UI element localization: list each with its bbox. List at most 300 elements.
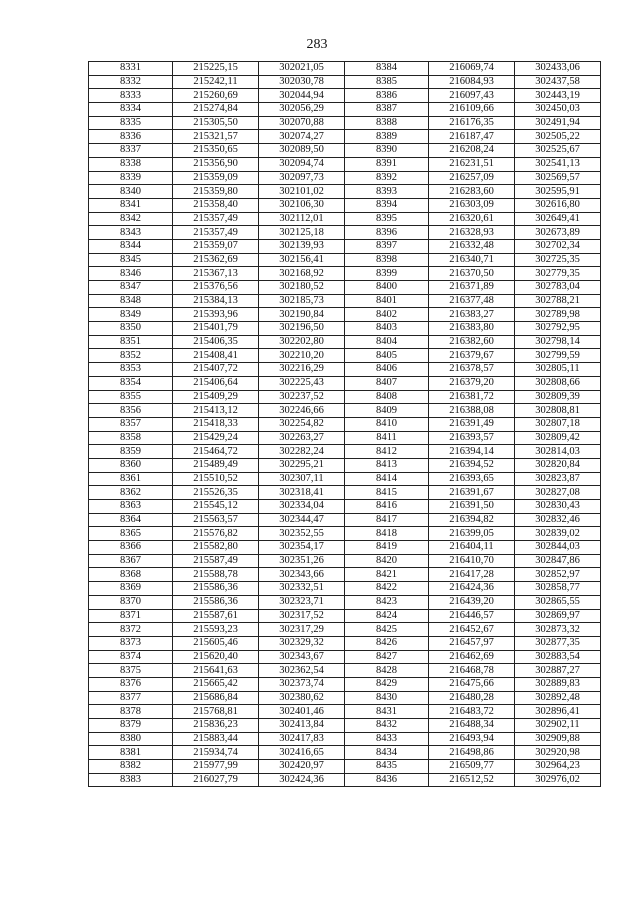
table-row — [89, 130, 601, 144]
y-coordinate-right: 302808,66 — [515, 376, 601, 390]
point-number-left: 8378 — [89, 705, 173, 719]
x-coordinate-left: 215357,49 — [173, 212, 259, 226]
x-coordinate-left: 215409,29 — [173, 390, 259, 404]
x-coordinate-left: 215350,65 — [173, 144, 259, 158]
x-coordinate-left: 215242,11 — [173, 75, 259, 89]
point-number-left: 8377 — [89, 691, 173, 705]
x-coordinate-right: 216483,72 — [429, 705, 515, 719]
point-number-left: 8383 — [89, 773, 173, 787]
x-coordinate-left: 215510,52 — [173, 472, 259, 486]
x-coordinate-right: 216512,52 — [429, 773, 515, 787]
point-number-left: 8350 — [89, 322, 173, 336]
x-coordinate-right: 216475,66 — [429, 677, 515, 691]
point-number-left: 8376 — [89, 677, 173, 691]
point-number-right: 8404 — [345, 335, 429, 349]
point-number-left: 8355 — [89, 390, 173, 404]
x-coordinate-right: 216410,70 — [429, 554, 515, 568]
point-number-left: 8338 — [89, 157, 173, 171]
y-coordinate-left: 302317,52 — [259, 609, 345, 623]
y-coordinate-right: 302839,02 — [515, 527, 601, 541]
x-coordinate-right: 216509,77 — [429, 760, 515, 774]
point-number-left: 8345 — [89, 253, 173, 267]
point-number-right: 8393 — [345, 185, 429, 199]
x-coordinate-left: 215406,35 — [173, 335, 259, 349]
table-row — [89, 390, 601, 404]
point-number-right: 8398 — [345, 253, 429, 267]
table-row — [89, 294, 601, 308]
point-number-right: 8395 — [345, 212, 429, 226]
coordinates-table-body — [89, 62, 601, 787]
x-coordinate-left: 215593,23 — [173, 623, 259, 637]
x-coordinate-right: 216257,09 — [429, 171, 515, 185]
x-coordinate-left: 215358,40 — [173, 198, 259, 212]
point-number-right: 8407 — [345, 376, 429, 390]
y-coordinate-left: 302354,17 — [259, 541, 345, 555]
y-coordinate-left: 302282,24 — [259, 445, 345, 459]
x-coordinate-right: 216468,78 — [429, 664, 515, 678]
point-number-left: 8341 — [89, 198, 173, 212]
point-number-right: 8427 — [345, 650, 429, 664]
y-coordinate-right: 302892,48 — [515, 691, 601, 705]
y-coordinate-left: 302156,41 — [259, 253, 345, 267]
y-coordinate-right: 302832,46 — [515, 513, 601, 527]
table-row — [89, 445, 601, 459]
table-row — [89, 281, 601, 295]
x-coordinate-right: 216332,48 — [429, 239, 515, 253]
y-coordinate-left: 302317,29 — [259, 623, 345, 637]
point-number-right: 8391 — [345, 157, 429, 171]
point-number-right: 8425 — [345, 623, 429, 637]
point-number-right: 8400 — [345, 281, 429, 295]
y-coordinate-right: 302491,94 — [515, 116, 601, 130]
table-row — [89, 431, 601, 445]
x-coordinate-right: 216399,05 — [429, 527, 515, 541]
point-number-left: 8359 — [89, 445, 173, 459]
table-row — [89, 527, 601, 541]
y-coordinate-left: 302318,41 — [259, 486, 345, 500]
y-coordinate-left: 302343,66 — [259, 568, 345, 582]
point-number-right: 8390 — [345, 144, 429, 158]
table-row — [89, 103, 601, 117]
y-coordinate-right: 302649,41 — [515, 212, 601, 226]
table-row — [89, 623, 601, 637]
x-coordinate-right: 216097,43 — [429, 89, 515, 103]
y-coordinate-right: 302805,11 — [515, 363, 601, 377]
point-number-right: 8403 — [345, 322, 429, 336]
table-row — [89, 62, 601, 76]
point-number-left: 8337 — [89, 144, 173, 158]
table-row — [89, 363, 601, 377]
x-coordinate-left: 215768,81 — [173, 705, 259, 719]
y-coordinate-right: 302869,97 — [515, 609, 601, 623]
point-number-right: 8414 — [345, 472, 429, 486]
table-row — [89, 773, 601, 787]
point-number-right: 8421 — [345, 568, 429, 582]
table-row — [89, 554, 601, 568]
y-coordinate-left: 302334,04 — [259, 500, 345, 514]
point-number-right: 8424 — [345, 609, 429, 623]
point-number-right: 8431 — [345, 705, 429, 719]
y-coordinate-right: 302823,87 — [515, 472, 601, 486]
x-coordinate-left: 215393,96 — [173, 308, 259, 322]
point-number-left: 8379 — [89, 719, 173, 733]
table-row — [89, 322, 601, 336]
point-number-left: 8380 — [89, 732, 173, 746]
y-coordinate-left: 302420,97 — [259, 760, 345, 774]
x-coordinate-right: 216084,93 — [429, 75, 515, 89]
point-number-left: 8360 — [89, 458, 173, 472]
point-number-right: 8433 — [345, 732, 429, 746]
point-number-right: 8420 — [345, 554, 429, 568]
x-coordinate-right: 216320,61 — [429, 212, 515, 226]
point-number-left: 8349 — [89, 308, 173, 322]
y-coordinate-left: 302190,84 — [259, 308, 345, 322]
point-number-right: 8430 — [345, 691, 429, 705]
y-coordinate-right: 302887,27 — [515, 664, 601, 678]
point-number-left: 8372 — [89, 623, 173, 637]
point-number-right: 8389 — [345, 130, 429, 144]
x-coordinate-left: 215587,61 — [173, 609, 259, 623]
y-coordinate-right: 302852,97 — [515, 568, 601, 582]
x-coordinate-left: 215362,69 — [173, 253, 259, 267]
x-coordinate-right: 216176,35 — [429, 116, 515, 130]
x-coordinate-left: 215359,07 — [173, 239, 259, 253]
point-number-right: 8388 — [345, 116, 429, 130]
table-row — [89, 198, 601, 212]
x-coordinate-right: 216417,28 — [429, 568, 515, 582]
x-coordinate-right: 216452,67 — [429, 623, 515, 637]
table-row — [89, 568, 601, 582]
point-number-right: 8415 — [345, 486, 429, 500]
y-coordinate-right: 302809,39 — [515, 390, 601, 404]
y-coordinate-left: 302352,55 — [259, 527, 345, 541]
y-coordinate-left: 302210,20 — [259, 349, 345, 363]
point-number-right: 8429 — [345, 677, 429, 691]
x-coordinate-right: 216488,34 — [429, 719, 515, 733]
point-number-right: 8394 — [345, 198, 429, 212]
point-number-right: 8413 — [345, 458, 429, 472]
x-coordinate-right: 216391,67 — [429, 486, 515, 500]
y-coordinate-right: 302964,23 — [515, 760, 601, 774]
x-coordinate-right: 216480,28 — [429, 691, 515, 705]
x-coordinate-left: 215225,15 — [173, 62, 259, 76]
table-row — [89, 267, 601, 281]
x-coordinate-right: 216328,93 — [429, 226, 515, 240]
point-number-right: 8417 — [345, 513, 429, 527]
table-row — [89, 171, 601, 185]
coordinates-table — [88, 61, 601, 787]
x-coordinate-right: 216187,47 — [429, 130, 515, 144]
x-coordinate-left: 215401,79 — [173, 322, 259, 336]
x-coordinate-right: 216393,65 — [429, 472, 515, 486]
x-coordinate-right: 216379,20 — [429, 376, 515, 390]
x-coordinate-right: 216370,50 — [429, 267, 515, 281]
point-number-right: 8397 — [345, 239, 429, 253]
y-coordinate-right: 302865,55 — [515, 595, 601, 609]
y-coordinate-left: 302246,66 — [259, 404, 345, 418]
table-row — [89, 609, 601, 623]
x-coordinate-left: 215586,36 — [173, 582, 259, 596]
table-row — [89, 404, 601, 418]
y-coordinate-left: 302101,02 — [259, 185, 345, 199]
y-coordinate-left: 302373,74 — [259, 677, 345, 691]
x-coordinate-left: 215620,40 — [173, 650, 259, 664]
y-coordinate-right: 302437,58 — [515, 75, 601, 89]
point-number-right: 8401 — [345, 294, 429, 308]
x-coordinate-right: 216457,97 — [429, 636, 515, 650]
y-coordinate-left: 302401,46 — [259, 705, 345, 719]
table-row — [89, 157, 601, 171]
point-number-right: 8432 — [345, 719, 429, 733]
x-coordinate-right: 216391,49 — [429, 417, 515, 431]
x-coordinate-left: 215359,09 — [173, 171, 259, 185]
table-row — [89, 760, 601, 774]
y-coordinate-right: 302595,91 — [515, 185, 601, 199]
y-coordinate-right: 302830,43 — [515, 500, 601, 514]
x-coordinate-left: 215384,13 — [173, 294, 259, 308]
y-coordinate-right: 302443,19 — [515, 89, 601, 103]
point-number-right: 8423 — [345, 595, 429, 609]
y-coordinate-right: 302976,02 — [515, 773, 601, 787]
point-number-left: 8371 — [89, 609, 173, 623]
point-number-left: 8343 — [89, 226, 173, 240]
point-number-right: 8409 — [345, 404, 429, 418]
x-coordinate-left: 215665,42 — [173, 677, 259, 691]
x-coordinate-right: 216377,48 — [429, 294, 515, 308]
x-coordinate-right: 216382,60 — [429, 335, 515, 349]
y-coordinate-right: 302799,59 — [515, 349, 601, 363]
point-number-right: 8419 — [345, 541, 429, 555]
point-number-left: 8339 — [89, 171, 173, 185]
table-row — [89, 650, 601, 664]
point-number-left: 8375 — [89, 664, 173, 678]
x-coordinate-left: 215274,84 — [173, 103, 259, 117]
y-coordinate-left: 302106,30 — [259, 198, 345, 212]
table-row — [89, 185, 601, 199]
table-row — [89, 239, 601, 253]
x-coordinate-right: 216383,80 — [429, 322, 515, 336]
x-coordinate-left: 215586,36 — [173, 595, 259, 609]
point-number-right: 8436 — [345, 773, 429, 787]
point-number-left: 8344 — [89, 239, 173, 253]
table-row — [89, 253, 601, 267]
point-number-right: 8418 — [345, 527, 429, 541]
x-coordinate-right: 216303,09 — [429, 198, 515, 212]
x-coordinate-right: 216231,51 — [429, 157, 515, 171]
x-coordinate-left: 215418,33 — [173, 417, 259, 431]
y-coordinate-left: 302168,92 — [259, 267, 345, 281]
x-coordinate-left: 215545,12 — [173, 500, 259, 514]
x-coordinate-left: 215582,80 — [173, 541, 259, 555]
x-coordinate-left: 215408,41 — [173, 349, 259, 363]
table-row — [89, 349, 601, 363]
y-coordinate-left: 302185,73 — [259, 294, 345, 308]
y-coordinate-left: 302351,26 — [259, 554, 345, 568]
x-coordinate-left: 215367,13 — [173, 267, 259, 281]
y-coordinate-left: 302216,29 — [259, 363, 345, 377]
y-coordinate-left: 302295,21 — [259, 458, 345, 472]
x-coordinate-right: 216208,24 — [429, 144, 515, 158]
y-coordinate-right: 302909,88 — [515, 732, 601, 746]
x-coordinate-right: 216391,50 — [429, 500, 515, 514]
y-coordinate-right: 302433,06 — [515, 62, 601, 76]
x-coordinate-right: 216379,67 — [429, 349, 515, 363]
x-coordinate-right: 216393,57 — [429, 431, 515, 445]
y-coordinate-left: 302097,73 — [259, 171, 345, 185]
point-number-left: 8334 — [89, 103, 173, 117]
y-coordinate-right: 302788,21 — [515, 294, 601, 308]
x-coordinate-right: 216388,08 — [429, 404, 515, 418]
point-number-left: 8351 — [89, 335, 173, 349]
point-number-left: 8382 — [89, 760, 173, 774]
y-coordinate-right: 302702,34 — [515, 239, 601, 253]
point-number-left: 8340 — [89, 185, 173, 199]
table-row — [89, 144, 601, 158]
point-number-right: 8396 — [345, 226, 429, 240]
table-row — [89, 376, 601, 390]
point-number-right: 8386 — [345, 89, 429, 103]
point-number-right: 8410 — [345, 417, 429, 431]
point-number-right: 8426 — [345, 636, 429, 650]
point-number-right: 8384 — [345, 62, 429, 76]
x-coordinate-right: 216340,71 — [429, 253, 515, 267]
y-coordinate-left: 302263,27 — [259, 431, 345, 445]
point-number-left: 8361 — [89, 472, 173, 486]
y-coordinate-right: 302673,89 — [515, 226, 601, 240]
point-number-left: 8352 — [89, 349, 173, 363]
y-coordinate-left: 302307,11 — [259, 472, 345, 486]
y-coordinate-right: 302525,67 — [515, 144, 601, 158]
y-coordinate-right: 302807,18 — [515, 417, 601, 431]
point-number-left: 8374 — [89, 650, 173, 664]
x-coordinate-left: 215357,49 — [173, 226, 259, 240]
y-coordinate-right: 302858,77 — [515, 582, 601, 596]
y-coordinate-right: 302902,11 — [515, 719, 601, 733]
table-row — [89, 636, 601, 650]
y-coordinate-left: 302225,43 — [259, 376, 345, 390]
x-coordinate-left: 215934,74 — [173, 746, 259, 760]
x-coordinate-left: 215526,35 — [173, 486, 259, 500]
point-number-left: 8366 — [89, 541, 173, 555]
y-coordinate-right: 302779,35 — [515, 267, 601, 281]
y-coordinate-right: 302798,14 — [515, 335, 601, 349]
y-coordinate-right: 302569,57 — [515, 171, 601, 185]
point-number-left: 8353 — [89, 363, 173, 377]
y-coordinate-right: 302792,95 — [515, 322, 601, 336]
y-coordinate-left: 302323,71 — [259, 595, 345, 609]
table-row — [89, 472, 601, 486]
y-coordinate-left: 302021,05 — [259, 62, 345, 76]
y-coordinate-left: 302413,84 — [259, 719, 345, 733]
y-coordinate-left: 302417,83 — [259, 732, 345, 746]
y-coordinate-right: 302820,84 — [515, 458, 601, 472]
table-row — [89, 541, 601, 555]
y-coordinate-right: 302883,54 — [515, 650, 601, 664]
y-coordinate-right: 302808,81 — [515, 404, 601, 418]
table-row — [89, 335, 601, 349]
y-coordinate-right: 302889,83 — [515, 677, 601, 691]
y-coordinate-left: 302254,82 — [259, 417, 345, 431]
y-coordinate-right: 302847,86 — [515, 554, 601, 568]
table-row — [89, 719, 601, 733]
table-row — [89, 595, 601, 609]
point-number-left: 8347 — [89, 281, 173, 295]
point-number-right: 8399 — [345, 267, 429, 281]
y-coordinate-left: 302139,93 — [259, 239, 345, 253]
table-row — [89, 308, 601, 322]
y-coordinate-right: 302920,98 — [515, 746, 601, 760]
point-number-left: 8363 — [89, 500, 173, 514]
x-coordinate-left: 215413,12 — [173, 404, 259, 418]
point-number-left: 8367 — [89, 554, 173, 568]
y-coordinate-left: 302112,01 — [259, 212, 345, 226]
point-number-left: 8364 — [89, 513, 173, 527]
x-coordinate-left: 215464,72 — [173, 445, 259, 459]
y-coordinate-left: 302362,54 — [259, 664, 345, 678]
y-coordinate-right: 302809,42 — [515, 431, 601, 445]
table-row — [89, 732, 601, 746]
y-coordinate-left: 302380,62 — [259, 691, 345, 705]
table-row — [89, 417, 601, 431]
y-coordinate-left: 302416,65 — [259, 746, 345, 760]
x-coordinate-left: 215321,57 — [173, 130, 259, 144]
x-coordinate-left: 215977,99 — [173, 760, 259, 774]
table-row — [89, 664, 601, 678]
table-row — [89, 226, 601, 240]
point-number-right: 8411 — [345, 431, 429, 445]
point-number-right: 8416 — [345, 500, 429, 514]
point-number-left: 8336 — [89, 130, 173, 144]
y-coordinate-right: 302789,98 — [515, 308, 601, 322]
x-coordinate-left: 215260,69 — [173, 89, 259, 103]
point-number-left: 8368 — [89, 568, 173, 582]
x-coordinate-left: 215605,46 — [173, 636, 259, 650]
x-coordinate-left: 215576,82 — [173, 527, 259, 541]
point-number-left: 8348 — [89, 294, 173, 308]
point-number-left: 8333 — [89, 89, 173, 103]
x-coordinate-left: 215641,63 — [173, 664, 259, 678]
x-coordinate-left: 215883,44 — [173, 732, 259, 746]
x-coordinate-left: 215489,49 — [173, 458, 259, 472]
table-row — [89, 677, 601, 691]
x-coordinate-right: 216383,27 — [429, 308, 515, 322]
x-coordinate-left: 215587,49 — [173, 554, 259, 568]
point-number-left: 8370 — [89, 595, 173, 609]
x-coordinate-right: 216371,89 — [429, 281, 515, 295]
x-coordinate-left: 215406,64 — [173, 376, 259, 390]
x-coordinate-right: 216404,11 — [429, 541, 515, 555]
point-number-left: 8357 — [89, 417, 173, 431]
x-coordinate-left: 215429,24 — [173, 431, 259, 445]
x-coordinate-right: 216439,20 — [429, 595, 515, 609]
x-coordinate-left: 215359,80 — [173, 185, 259, 199]
point-number-right: 8405 — [345, 349, 429, 363]
point-number-left: 8335 — [89, 116, 173, 130]
table-row — [89, 75, 601, 89]
x-coordinate-left: 215407,72 — [173, 363, 259, 377]
y-coordinate-left: 302237,52 — [259, 390, 345, 404]
y-coordinate-right: 302725,35 — [515, 253, 601, 267]
x-coordinate-right: 216394,52 — [429, 458, 515, 472]
y-coordinate-left: 302332,51 — [259, 582, 345, 596]
point-number-right: 8402 — [345, 308, 429, 322]
point-number-right: 8387 — [345, 103, 429, 117]
page-number: 283 — [306, 37, 328, 52]
table-row — [89, 458, 601, 472]
point-number-left: 8354 — [89, 376, 173, 390]
table-row — [89, 212, 601, 226]
point-number-right: 8385 — [345, 75, 429, 89]
